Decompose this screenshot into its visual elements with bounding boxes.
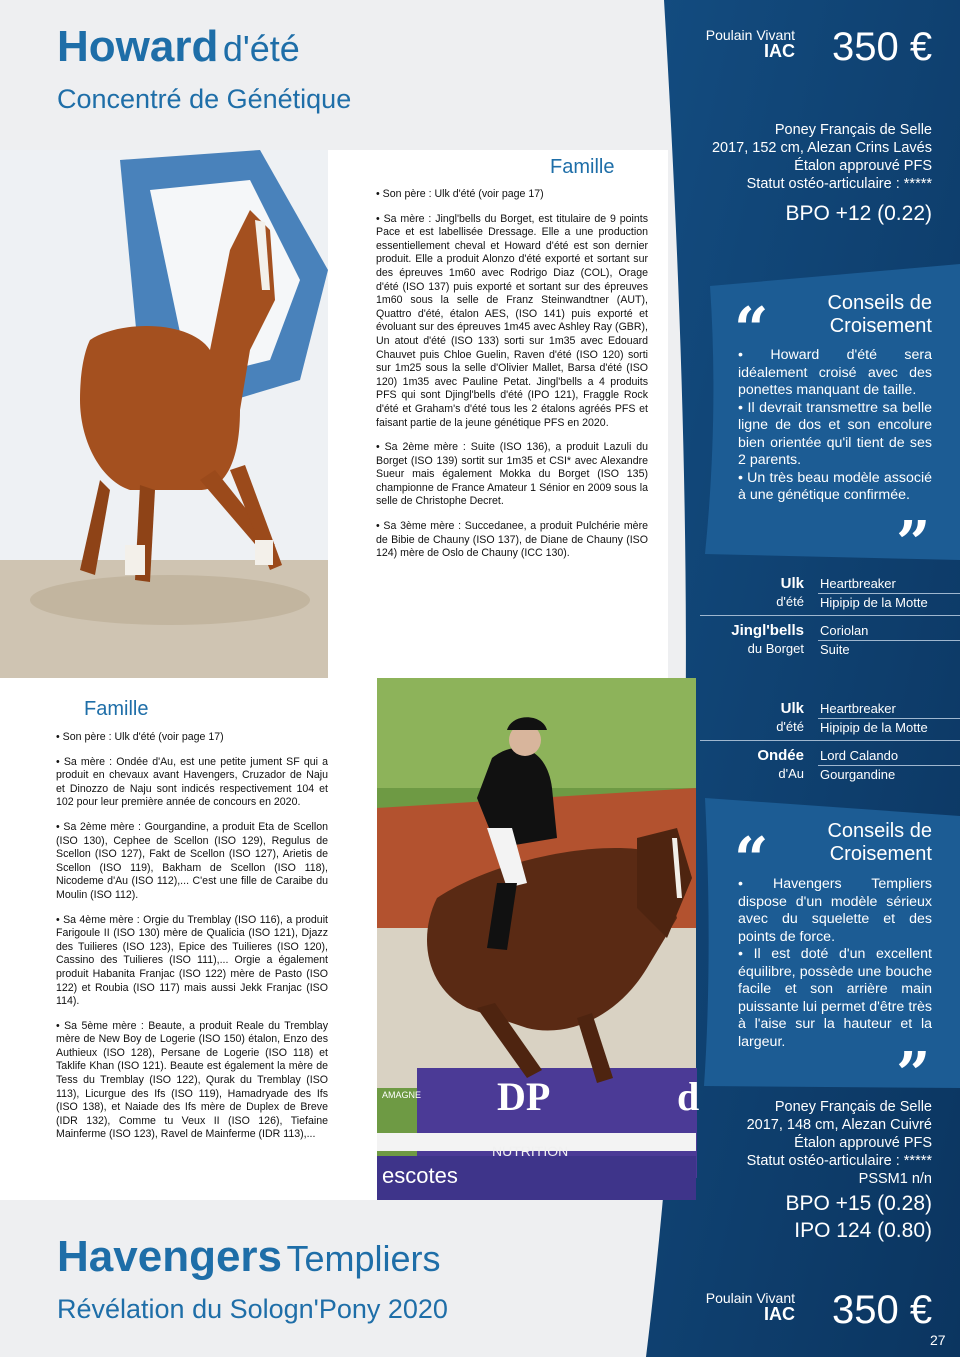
howard-famille-title: Famille — [550, 156, 615, 178]
havengers-conseils-title — [780, 820, 932, 866]
price-label-line1: Poulain Vivant — [705, 27, 795, 43]
info-line: Poney Français de Selle — [774, 1099, 932, 1115]
pedigree-dam: Ondée — [757, 747, 804, 764]
pedigree-dam: Jingl'bells — [731, 622, 804, 639]
howard-famille-text — [376, 188, 648, 572]
howard-bpo: BPO +12 (0.22) — [785, 202, 932, 225]
havengers-price: 350 € — [832, 1288, 933, 1332]
havengers-subtitle: Révélation du Sologn'Pony 2020 — [57, 1294, 448, 1324]
pedigree-ancestor: Coriolan — [820, 623, 869, 638]
howard-famille-mere: • Sa mère : Jingl'bells du Borget, est titulaire de 9 points Pace et est labellisée Dressage. Elle a une production essentiellement cheval et Howard d'été est son dernier produit. Elle a produit Alonzo d'été exporté et sortant sur des épreuves 1m60 avec Rodrigo Diaz (COL), Orage d'été (ISO 137) puis exporté et sortant sur des épreuves 1m60 sous la selle de Franz Steinwandtner (AUT), Quattro d'été, étalon AES, (ISO 141) puis exporté et évoluant sur des épreuves 1m45 avec Ashley Ray (GBR), Un atout d'été (ISO 133) sorti sur 1m35 avec Edouard Chauvet puis Chloe Guelin, Raven d'été (ISO 120) sorti sur 1m25 sous la selle d'Olivier Mallet, Barsa d'été (ISO 120) 1m35 avec Pauline Petat. Jingl'bells a 4 produits PFS qui sont Djingl'bells d'été (IPO 121), Fraggle Rock d'été et Graham's d'été tous les 2 étalons agréés PFS et faisant partie de la jeune génétique PFS en 2020. — [376, 212, 648, 429]
conseils-title-line2: Croisement — [829, 315, 932, 337]
price-label-line2: IAC — [764, 41, 795, 61]
conseils-title-line1: Conseils de — [827, 292, 932, 314]
howard-subtitle: Concentré de Génétique — [57, 84, 352, 114]
pedigree-ancestor: Hipipip de la Motte — [820, 720, 928, 735]
howard-famille-3eme-mere: • Sa 3ème mère : Succedanee, a produit Pulchérie mère de Bibie de Chauny (ISO 137), de Diane de Chauny (ISO 124) mère de Oslo de Chauny (ICC 130). — [376, 520, 648, 560]
havengers-famille-2eme-mere: • Sa 2ème mère : Gourgandine, a produit Eta de Scellon (ISO 130), Cephee de Scellon (ISO 129), Regulus de Scellon (ISO 127), Fakt de Scellon (ISO 127), Arietis de Scellon (ISO 119), Bakham de Scellon (ISO 118), Nicodeme d'Au (ISO 112),... C'est une fille de Caraibe du Moulin (ISO 112). — [56, 820, 328, 901]
conseils-title-line2: Croisement — [829, 843, 932, 865]
info-line: PSSM1 n/n — [858, 1171, 932, 1187]
havengers-famille-5eme-mere: • Sa 5ème mère : Beaute, a produit Reale du Tremblay mère de New Boy de Logerie (ISO 150) étalon, Enzo des Authieux (ISO 128), Persane de Logerie (ISO 118) et Taklife Khan (ISO 121). Beaute est également la mère de Tess du Tremblay (ISO 122), Qurak du Tremblay (ISO 113), Licurgue des Ifs (ISO 119), Hamadryade des Ifs (ISO 138), et Naiade des Ifs mère de Duplex de Breve (IDR 132), Comme tu Veux II (ISO 126), Tiefaine Mainferme (ISO 123), Ravel de Mainferme (IDR 113),... — [56, 1019, 328, 1141]
pedigree-ancestor: Lord Calando — [820, 748, 899, 763]
havengers-ipo: IPO 124 (0.80) — [794, 1219, 932, 1242]
info-line: Poney Français de Selle — [774, 122, 932, 138]
pedigree-divider — [700, 740, 960, 741]
conseils-item: • Howard d'été sera idéalement croisé avec des ponettes manquant de taille. — [738, 347, 932, 398]
pedigree-divider — [818, 593, 960, 594]
banner-logo-text: DP — [497, 1074, 551, 1119]
pedigree-ancestor: Heartbreaker — [820, 701, 896, 716]
banner-logo-text-right: d — [677, 1074, 700, 1119]
pedigree-dam-sub: du Borget — [747, 641, 804, 656]
conseils-item: • Un très beau modèle associé à une génétique confirmée. — [738, 469, 932, 503]
pedigree-sire-sub: d'été — [776, 594, 804, 609]
howard-price: 350 € — [832, 25, 933, 69]
price-label-line1: Poulain Vivant — [705, 1290, 795, 1306]
havengers-info — [690, 1098, 932, 1188]
price-label-line2: IAC — [764, 1304, 795, 1324]
howard-conseils-title — [780, 292, 932, 338]
conseils-item: • Il est doté d'un excellent équilibre, possède une bouche facile et son arrière main puissante lui permet d'être très à l'aise sur la hauteur et la largeur. — [738, 946, 932, 1050]
banner-sub-text: NUTRITION — [492, 1143, 569, 1159]
howard-famille-2eme-mere: • Sa 2ème mère : Suite (ISO 136), a produit Lazuli du Borget (ISO 139) sortit sur 1m35 et CSI* avec Alexandre Sueur mais également Mokka du Borget (ISO 135) championne de France Amateur 1 Sénior en 2009 sous la selle de Christophe Decret. — [376, 441, 648, 508]
havengers-famille-4eme-mere: • Sa 4ème mère : Orgie du Tremblay (ISO 116), a produit Farigoule II (ISO 130) mère de Qualicia (ISO 121), Djazz des Tuilieres (ISO 123), Epice des Tuilieres (ISO 120), Cassino des Tuilieres (ISO 111),... Orgie a également produit Habanita Franjac (ISO 122) mère de Pasto (ISO 122) et Roubia (ISO 117) mais aussi Jekk Franjac (ISO 114). — [56, 913, 328, 1008]
havengers-famille-pere: • Son père : Ulk d'été (voir page 17) — [56, 731, 224, 743]
havengers-title: Havengers Templiers — [57, 1232, 441, 1281]
pedigree-ancestor: Gourgandine — [820, 767, 896, 782]
pedigree-dam-sub: d'Au — [778, 766, 804, 781]
howard-info — [690, 121, 932, 193]
banner-bottom-text: escotes — [382, 1163, 458, 1188]
pedigree-divider — [700, 615, 960, 616]
open-quote-icon: “ — [734, 825, 769, 895]
pedigree-divider — [818, 718, 960, 719]
page-number: 27 — [930, 1332, 946, 1348]
howard-title: Howard d'été — [57, 22, 300, 71]
conseils-item: • Il devrait transmettre sa belle ligne de dos et son encolure bien orientée qu'il tient de ses 2 parents. — [738, 399, 932, 468]
pedigree-ancestor: Heartbreaker — [820, 576, 896, 591]
open-quote-icon: “ — [734, 295, 769, 365]
pedigree-sire-sub: d'été — [776, 719, 804, 734]
havengers-famille-title: Famille — [84, 698, 149, 720]
havengers-pedigree — [700, 698, 960, 788]
havengers-famille-mere: • Sa mère : Ondée d'Au, est une petite jument SF qui a produit en chevaux avant Havengers, Cruzador de Naju et Dinozzo de Naju sont indicés respectivement 104 et 102 pour leur première année de concours en 2020. — [56, 755, 328, 809]
banner-small-text: AMAGNE — [382, 1090, 422, 1100]
info-line: 2017, 148 cm, Alezan Cuivré — [746, 1117, 932, 1133]
havengers-price-label — [700, 1290, 795, 1322]
conseils-title-line1: Conseils de — [827, 820, 932, 842]
horse-photo-illustration — [0, 150, 328, 678]
info-line: 2017, 152 cm, Alezan Crins Lavés — [711, 140, 932, 156]
pedigree-ancestor: Suite — [820, 642, 850, 657]
havengers-bpo: BPO +15 (0.28) — [785, 1192, 932, 1215]
havengers-photo — [377, 678, 700, 1200]
havengers-conseils-text — [738, 876, 932, 1051]
info-line: Étalon approuvé PFS — [794, 158, 932, 174]
info-line: Étalon approuvé PFS — [794, 1135, 932, 1151]
jumping-photo-illustration — [377, 678, 700, 1200]
howard-photo — [0, 150, 328, 678]
close-quote-icon: ” — [896, 509, 931, 579]
info-line: Statut ostéo-articulaire : ***** — [746, 176, 932, 192]
howard-conseils-text — [738, 347, 932, 505]
havengers-famille-text — [56, 731, 328, 1153]
pedigree-sire: Ulk — [780, 575, 804, 592]
info-line: Statut ostéo-articulaire : ***** — [746, 1153, 932, 1169]
pedigree-sire: Ulk — [780, 700, 804, 717]
howard-price-label — [700, 27, 795, 59]
howard-pedigree — [700, 573, 960, 663]
pedigree-divider — [818, 640, 960, 641]
howard-famille-pere: • Son père : Ulk d'été (voir page 17) — [376, 188, 544, 200]
close-quote-icon: ” — [896, 1040, 931, 1110]
pedigree-ancestor: Hipipip de la Motte — [820, 595, 928, 610]
pedigree-divider — [818, 765, 960, 766]
conseils-item: • Havengers Templiers dispose d'un modèle sérieux avec du squelette et des points de force. — [738, 876, 932, 945]
